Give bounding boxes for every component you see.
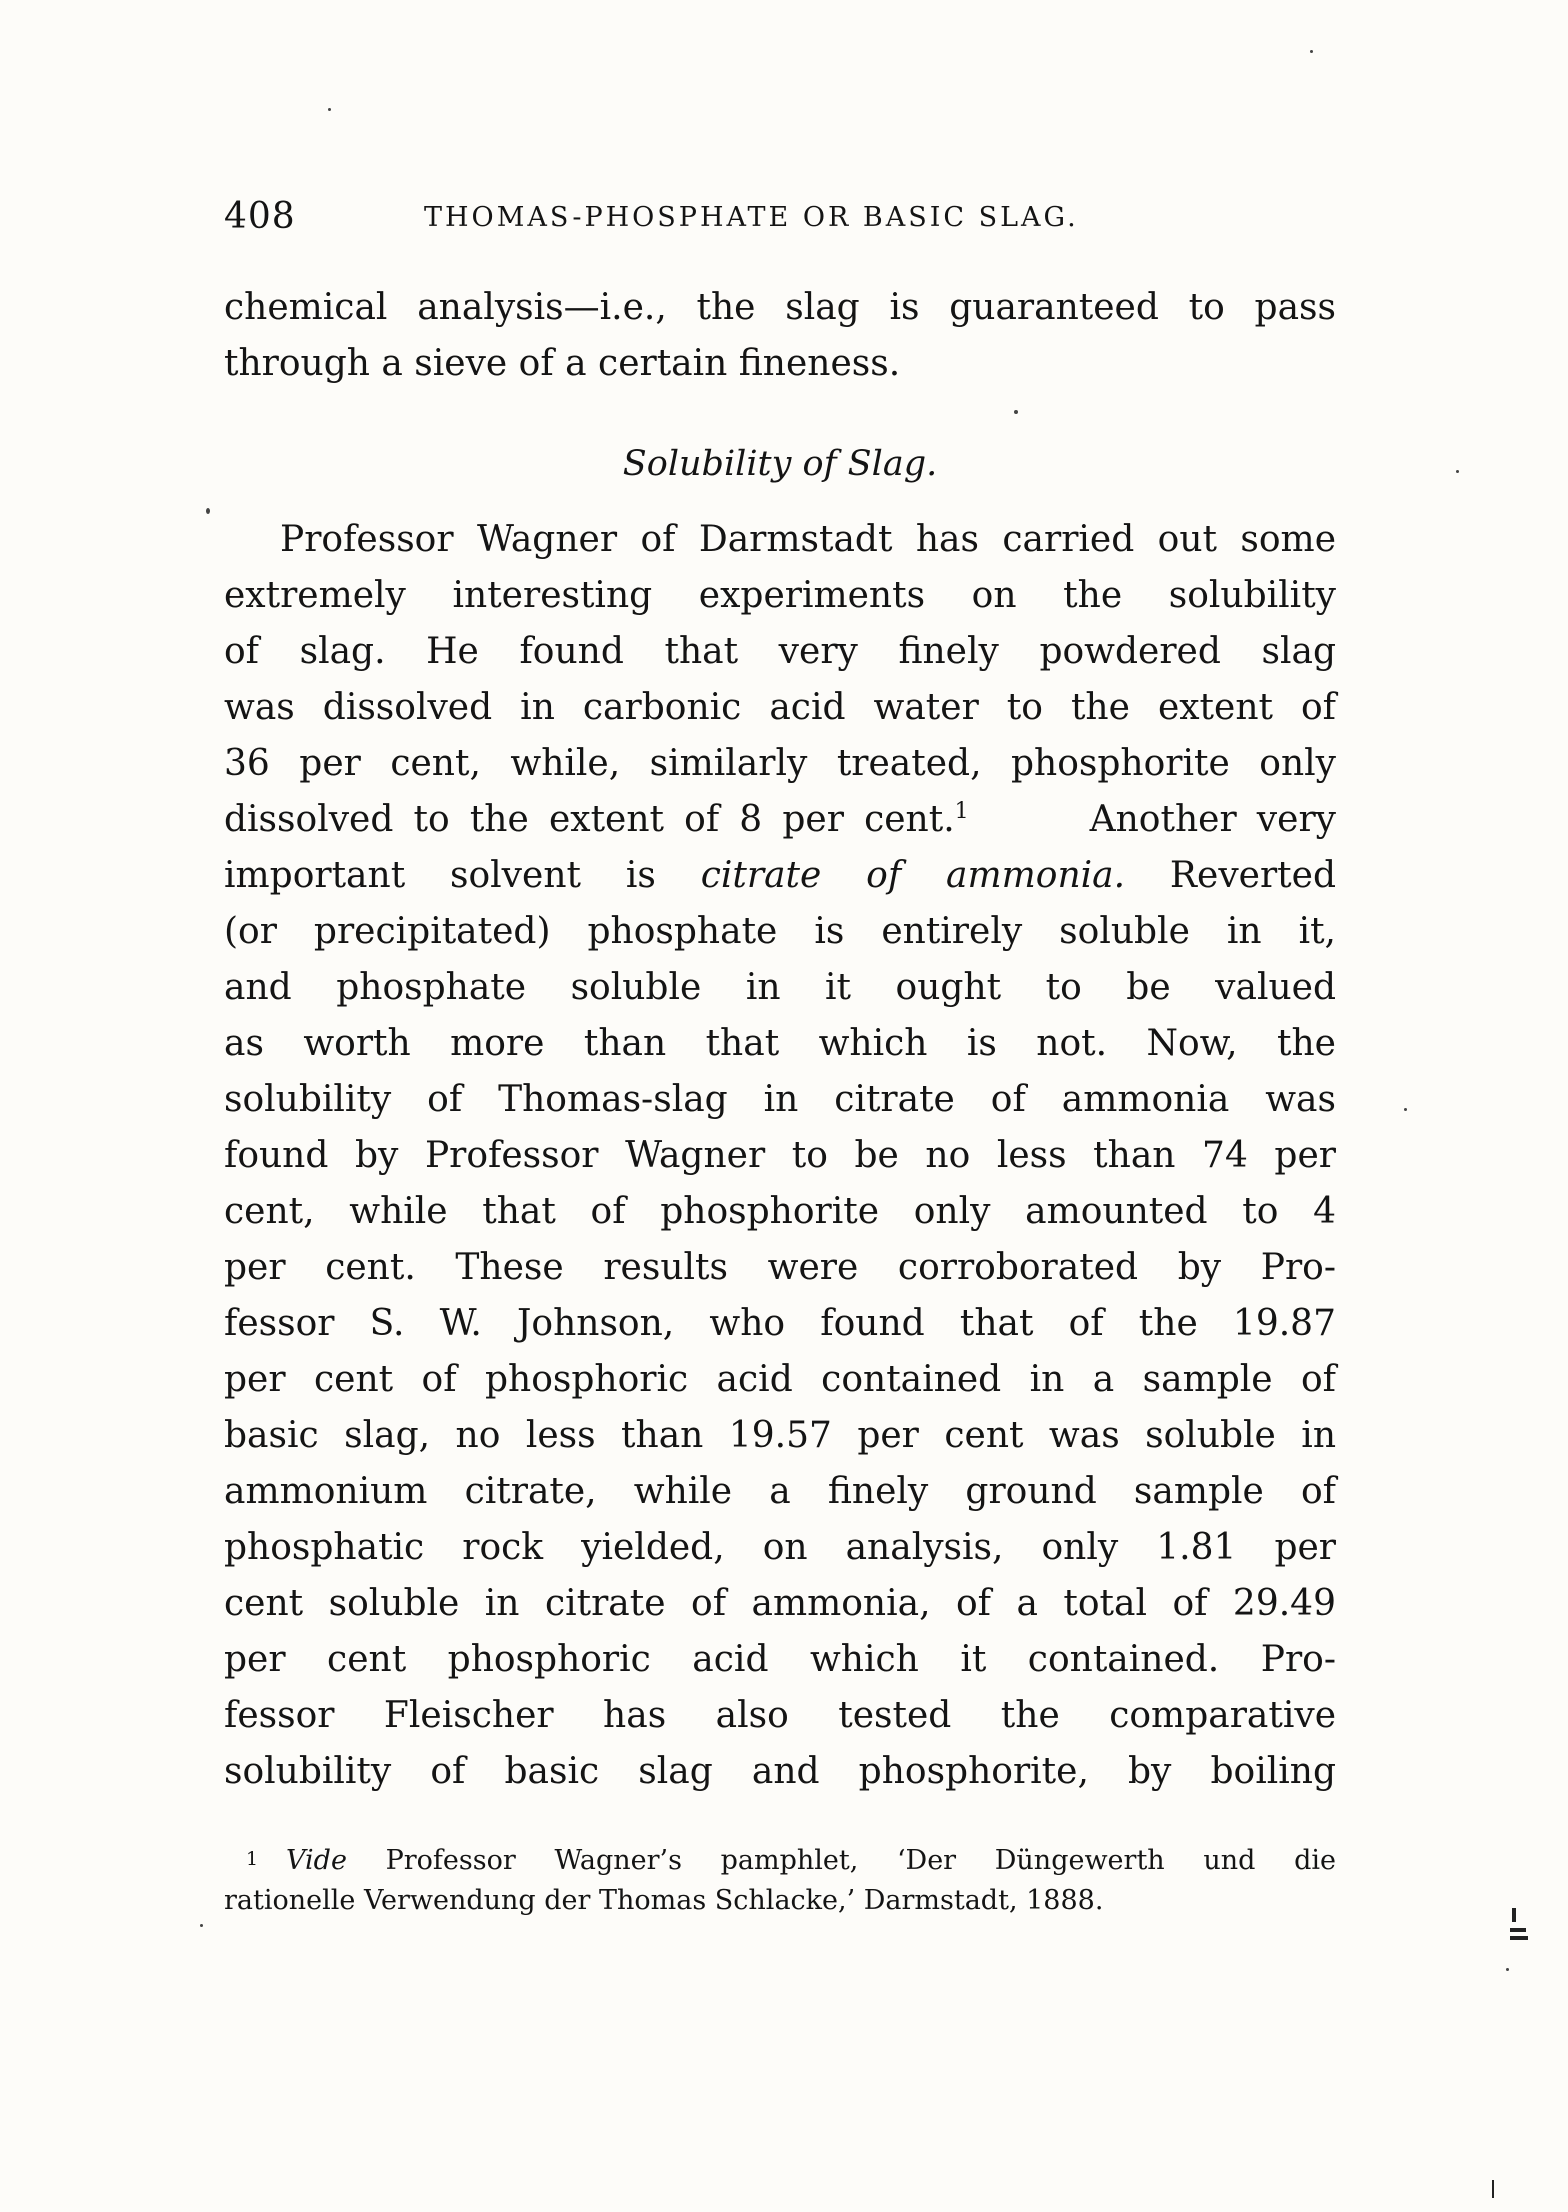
- opening-paragraph: [224, 280, 1336, 392]
- page-number: 408: [224, 196, 296, 237]
- footnote: [224, 1838, 1336, 1922]
- text-line: and phosphate soluble in it ought to be valued: [224, 967, 1336, 1008]
- footnote-line: [224, 1838, 1336, 1880]
- footnote-reference: 1: [954, 799, 969, 824]
- text-line: extremely interesting experiments on the solubility: [224, 575, 1336, 616]
- footnote-line: rationelle Verwendung der Thomas Schlacke,’ Darmstadt, 1888.: [224, 1885, 1104, 1916]
- text-line: fessor Fleischer has also tested the comparative: [224, 1695, 1336, 1736]
- text-line: [224, 848, 1336, 904]
- scan-speck: [1014, 410, 1018, 414]
- text-line: chemical analysis—i.e., the slag is guaranteed to pass: [224, 287, 1336, 328]
- text-line: solubility of Thomas-slag in citrate of ammonia was: [224, 1079, 1336, 1120]
- text-line: solubility of basic slag and phosphorite, by boiling: [224, 1751, 1336, 1792]
- footnote-vide: Vide: [286, 1845, 347, 1876]
- margin-mark: [1512, 1908, 1516, 1922]
- margin-mark: [1492, 2180, 1494, 2198]
- footnote-text: Professor Wagner’s pamphlet, ‘Der Düngewerth und die: [385, 1845, 1336, 1876]
- text-segment: dissolved to the extent of 8 per cent.: [224, 799, 955, 840]
- text-line: Professor Wagner of Darmstadt has carried out some: [280, 519, 1336, 560]
- text-line: 36 per cent, while, similarly treated, phosphorite only: [224, 743, 1336, 784]
- text-line: per cent of phosphoric acid contained in a sample of: [224, 1359, 1336, 1400]
- text-line: per cent phosphoric acid which it contained. Pro-: [224, 1639, 1336, 1680]
- page-content: [224, 0, 1336, 2212]
- text-line: of slag. He found that very finely powdered slag: [224, 631, 1336, 672]
- scan-speck: [1506, 1968, 1509, 1971]
- text-line: basic slag, no less than 19.57 per cent was soluble in: [224, 1415, 1336, 1456]
- running-title: THOMAS-PHOSPHATE OR BASIC SLAG.: [424, 202, 1079, 233]
- text-line: [224, 792, 1336, 848]
- margin-mark: [1510, 1936, 1528, 1940]
- text-line: was dissolved in carbonic acid water to the extent of: [224, 687, 1336, 728]
- running-head: [224, 196, 1336, 246]
- text-line: through a sieve of a certain fineness.: [224, 343, 901, 384]
- footnote-marker: 1: [246, 1848, 259, 1870]
- text-segment: Reverted: [1169, 855, 1336, 896]
- text-line: ammonium citrate, while a finely ground sample of: [224, 1471, 1336, 1512]
- text-line: found by Professor Wagner to be no less than 74 per: [224, 1135, 1336, 1176]
- text-segment: Another very: [1089, 799, 1336, 840]
- scan-speck: [206, 508, 210, 514]
- text-line: per cent. These results were corroborated by Pro-: [224, 1247, 1336, 1288]
- italic-term: citrate of ammonia.: [700, 855, 1126, 896]
- text-line: as worth more than that which is not. Now, the: [224, 1023, 1336, 1064]
- scan-speck: [1456, 470, 1459, 473]
- scan-speck: [1404, 1108, 1407, 1111]
- text-segment: important solvent is: [224, 855, 656, 896]
- margin-mark: [1510, 1928, 1526, 1932]
- body-paragraph: [224, 512, 1336, 1800]
- text-line: cent, while that of phosphorite only amounted to 4: [224, 1191, 1336, 1232]
- section-heading: Solubility of Slag.: [622, 444, 938, 484]
- text-line: (or precipitated) phosphate is entirely soluble in it,: [224, 911, 1336, 952]
- scan-speck: [200, 1924, 203, 1927]
- text-line: cent soluble in citrate of ammonia, of a total of 29.49: [224, 1583, 1336, 1624]
- text-line: phosphatic rock yielded, on analysis, only 1.81 per: [224, 1527, 1336, 1568]
- text-line: fessor S. W. Johnson, who found that of the 19.87: [224, 1303, 1336, 1344]
- scan-speck: [1310, 50, 1313, 53]
- scan-speck: [328, 108, 331, 111]
